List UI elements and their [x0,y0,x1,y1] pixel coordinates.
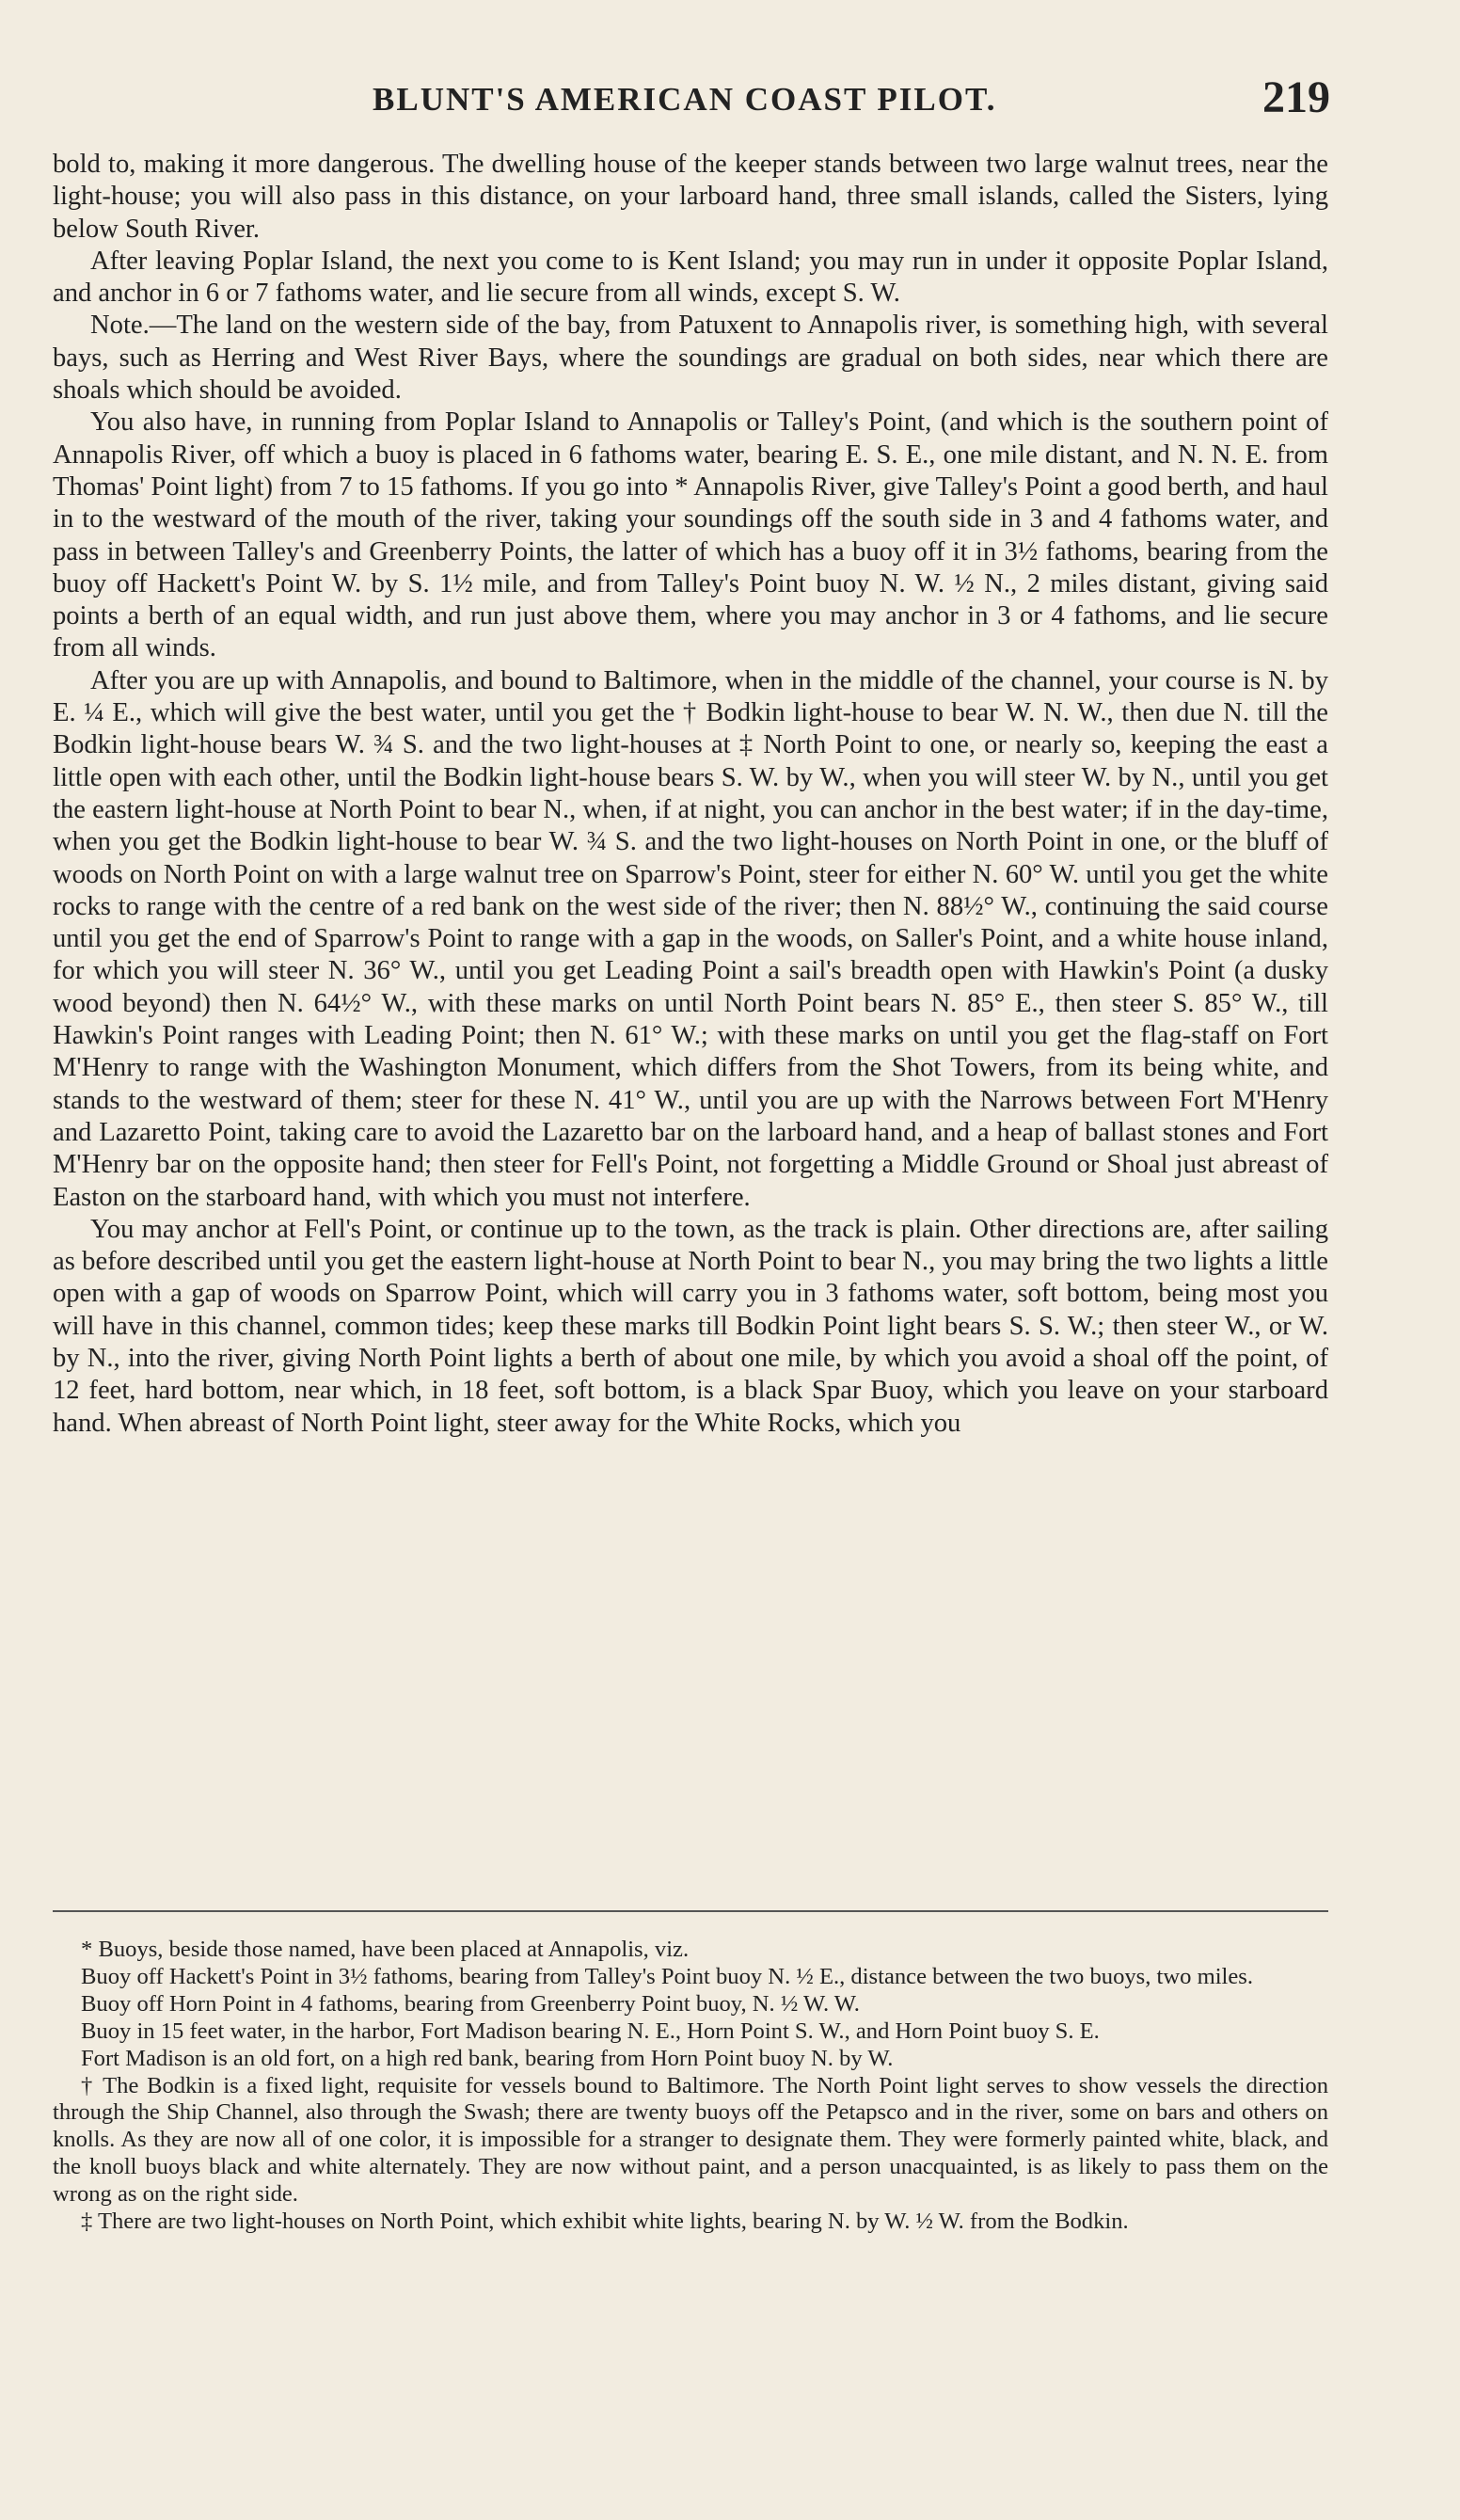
footnote: ‡ There are two light-houses on North Point, which exhibit white lights, bearing N. by W. ½ W. from the Bodkin. [81,2209,1129,2235]
footnote: Buoy off Hackett's Point in 3½ fathoms, bearing from Talley's Point buoy N. ½ E., distance between the two buoys, two miles. [81,1963,1253,1989]
footnote: Buoy in 15 feet water, in the harbor, Fort Madison bearing N. E., Horn Point S. W., and Horn Point buoy S. E. [81,2018,1100,2044]
footnote: † The Bodkin is a fixed light, requisite for vessels bound to Baltimore. The North Point light serves to show vessels the direction through the Ship Channel, also through the Swash; there are twenty buoys off the Petapsco and in the river, some on bars and others on knolls. As they are now all of one color, it is impossible for a stranger to designate them. They were formerly painted white, black, and the knoll buoys black and white alternately. They are now without paint, and a person unacquainted, is as likely to pass them on the wrong as on the right side. [53,2072,1328,2208]
footnote: Buoy off Horn Point in 4 fathoms, bearing from Greenberry Point buoy, N. ½ W. W. [81,1990,860,2017]
footnote-divider [53,1910,1328,1912]
footnote: * Buoys, beside those named, have been placed at Annapolis, viz. [81,1937,690,1962]
footnotes [53,1937,1328,2236]
page-header [357,72,1330,128]
page-number: 219 [1262,72,1330,122]
paragraph-note: Note.—The land on the western side of the bay, from Patuxent to Annapolis river, is something high, with several bays, such as Herring and West River Bays, where the soundings are gradual on both sides, near which there are shoals which should be avoided. [53,311,1328,406]
body-text [53,149,1328,1440]
paragraph: You also have, in running from Poplar Island to Annapolis or Talley's Point, (and which is the southern point of Annapolis River, off which a buoy is placed in 6 fathoms water, bearing E. S. E., one mile distant, and N. N. E. from Thomas' Point light) from 7 to 15 fathoms. If you go into * Annapolis River, give Talley's Point a good berth, and haul in to the westward of the mouth of the river, taking your soundings off the south side in 3 and 4 fathoms water, and pass in between Talley's and Greenberry Points, the latter of which has a buoy off it in 3½ fathoms, bearing from the buoy off Hackett's Point W. by S. 1½ mile, and from Talley's Point buoy N. W. ½ N., 2 miles distant, giving said points a berth of an equal width, and run just above them, where you may anchor in 3 or 4 fathoms, and lie secure from all winds. [53,407,1328,663]
running-title: BLUNT'S AMERICAN COAST PILOT. [373,81,997,118]
footnote: Fort Madison is an old fort, on a high red bank, bearing from Horn Point buoy N. by W. [81,2045,894,2071]
paragraph: You may anchor at Fell's Point, or continue up to the town, as the track is plain. Other directions are, after sailing as before described until you get the eastern light-house at North Point to bear N., you may bring the two lights a little open with a gap of woods on Sparrow Point, which will carry you in 3 fathoms water, soft bottom, being most you will have in this channel, common tides; keep these marks till Bodkin Point light bears S. S. W.; then steer W., or W. by N., into the river, giving North Point lights a berth of about one mile, by which you avoid a shoal off the point, of 12 feet, hard bottom, near which, in 18 feet, soft bottom, is a black Spar Buoy, which you leave on your starboard hand. When abreast of North Point light, steer away for the White Rocks, which you [53,1214,1328,1438]
paragraph: After leaving Poplar Island, the next you come to is Kent Island; you may run in under it opposite Poplar Island, and anchor in 6 or 7 fathoms water, and lie secure from all winds, except S. W. [53,246,1328,309]
paragraph: After you are up with Annapolis, and bound to Baltimore, when in the middle of the channel, your course is N. by E. ¼ E., which will give the best water, until you get the † Bodkin light-house to bear W. N. W., then due N. till the Bodkin light-house bears W. ¾ S. and the two light-houses at ‡ North Point to one, or nearly so, keeping the east a little open with each other, until the Bodkin light-house bears S. W. by W., when you will steer W. by N., until you get the eastern light-house at North Point to bear N., when, if at night, you can anchor in the best water; if in the day-time, when you get the Bodkin light-house to bear W. ¾ S. and the two light-houses on North Point in one, or the bluff of woods on North Point on with a large walnut tree on Sparrow's Point, steer for either N. 60° W. until you get the white rocks to range with the centre of a red bank on the west side of the river; then N. 88½° W., continuing the said course until you get the end of Sparrow's Point to range with a gap in the woods, on Saller's Point, and a white house inland, for which you will steer N. 36° W., until you get Leading Point a sail's breadth open with Hawkin's Point (a dusky wood beyond) then N. 64½° W., with these marks on until North Point bears N. 85° E., then steer S. 85° W., till Hawkin's Point ranges with Leading Point; then N. 61° W.; with these marks on until you get the flag-staff on Fort M'Henry to range with the Washington Monument, which differs from the Shot Towers, from its being white, and stands to the westward of them; steer for these N. 41° W., until you are up with the Narrows between Fort M'Henry and Lazaretto Point, taking care to avoid the Lazaretto bar on the larboard hand, and a heap of ballast stones and Fort M'Henry bar on the opposite hand; then steer for Fell's Point, not forgetting a Middle Ground or Shoal just abreast of Easton on the starboard hand, with which you must not interfere. [53,665,1328,1212]
paragraph: bold to, making it more dangerous. The dwelling house of the keeper stands between two large walnut trees, near the light-house; you will also pass in this distance, on your larboard hand, three small islands, called the Sisters, lying below South River. [53,150,1328,244]
